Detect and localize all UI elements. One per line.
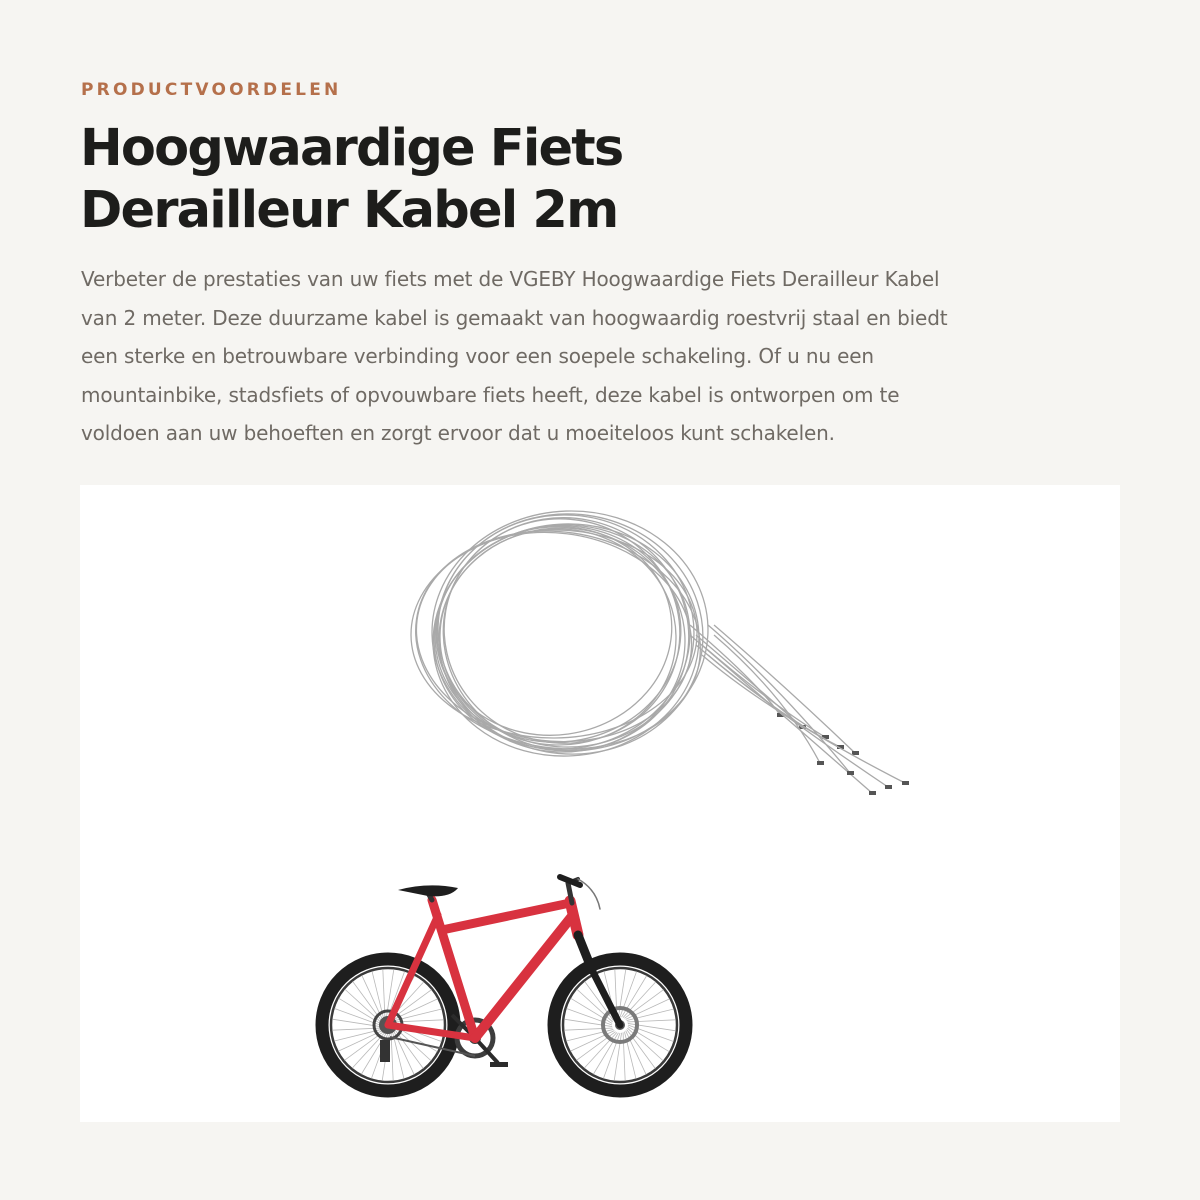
description-line: voldoen aan uw behoeften en zorgt ervoor dat u moeiteloos kunt schakelen. bbox=[81, 421, 835, 445]
cable-loop bbox=[426, 502, 714, 766]
cable-end-nipple bbox=[817, 761, 824, 765]
product-description bbox=[81, 260, 1131, 453]
cable-tail bbox=[708, 625, 850, 773]
title-line: Hoogwaardige Fiets bbox=[80, 119, 623, 178]
title-line: Derailleur Kabel 2m bbox=[80, 181, 618, 240]
product-image bbox=[80, 485, 1120, 1122]
cable-loop bbox=[422, 496, 709, 772]
section-eyebrow: PRODUCTVOORDELEN bbox=[81, 80, 342, 100]
saddle bbox=[398, 885, 458, 900]
cable-tails bbox=[690, 625, 909, 795]
cable-tail bbox=[690, 635, 872, 793]
page-title bbox=[80, 118, 980, 242]
cable-loop bbox=[401, 512, 716, 768]
coiled-cables-image bbox=[401, 496, 909, 795]
bicycle-image bbox=[322, 877, 686, 1091]
cable-end-nipple bbox=[902, 781, 909, 785]
cable-end-nipple bbox=[885, 785, 892, 789]
description-line: een sterke en betrouwbare verbinding voor een soepele schakeling. Of u nu een bbox=[81, 344, 874, 368]
cable-coils bbox=[401, 496, 716, 772]
cable-tail bbox=[696, 635, 802, 727]
description-line: van 2 meter. Deze duurzame kabel is gemaakt van hoogwaardig roestvrij staal en biedt bbox=[81, 305, 948, 330]
cable-loop bbox=[426, 516, 706, 764]
description-line: Verbeter de prestaties van uw fiets met de VGEBY Hoogwaardige Fiets Derailleur Kabel bbox=[81, 267, 940, 291]
cable-end-nipple bbox=[869, 791, 876, 795]
cable-end-nipple bbox=[847, 771, 854, 775]
product-illustration bbox=[80, 485, 1120, 1122]
cable-end-nipple bbox=[852, 751, 859, 755]
cable-tail bbox=[708, 655, 840, 747]
description-line: mountainbike, stadsfiets of opvouwbare fiets heeft, deze kabel is ontworpen om te bbox=[81, 382, 900, 407]
cable-tail bbox=[714, 625, 855, 753]
